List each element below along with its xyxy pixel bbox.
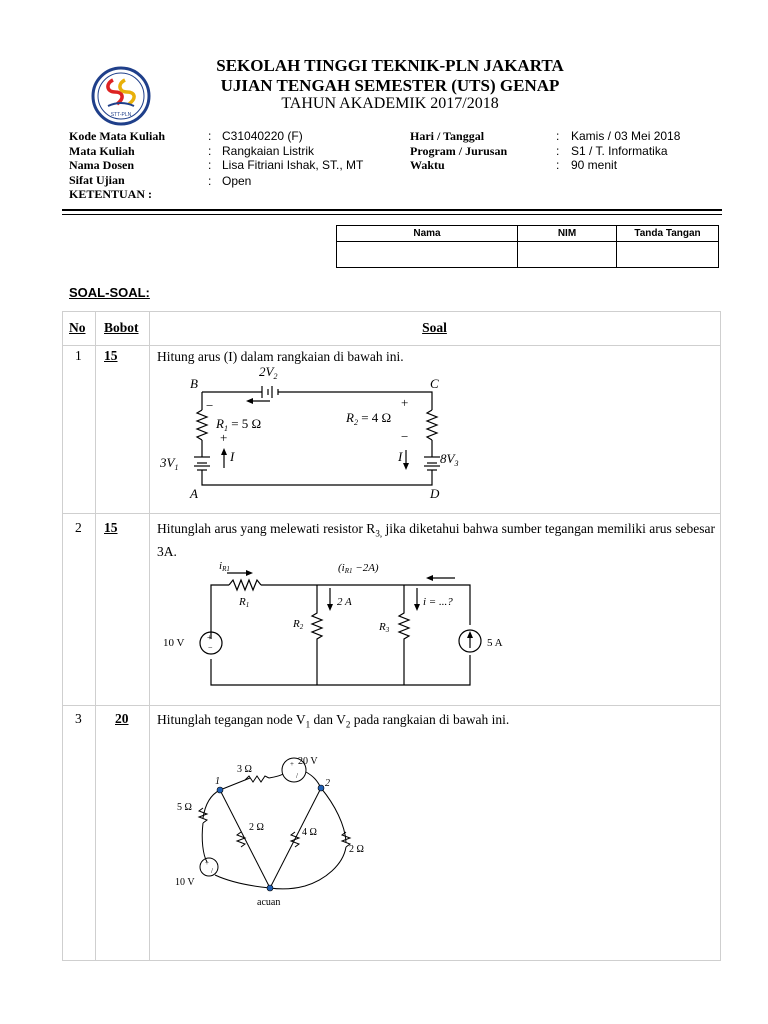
text: R <box>346 410 354 425</box>
label-kode: Kode Mata Kuliah <box>69 129 166 143</box>
subscript: 3, <box>375 528 383 539</box>
value-mata-kuliah: Rangkaian Listrik <box>222 144 315 158</box>
polarity: + <box>207 633 212 642</box>
text: 8V <box>440 451 455 466</box>
component-label <box>378 621 390 634</box>
polarity: − <box>206 398 214 413</box>
question-bobot: 15 <box>104 520 118 535</box>
question-text <box>157 711 715 734</box>
component-label: 5 A <box>487 637 503 649</box>
institution-title: SEKOLAH TINGGI TEKNIK-PLN JAKARTA <box>216 56 564 75</box>
colon: : <box>208 144 212 158</box>
text: R <box>216 416 224 431</box>
divider <box>63 705 720 706</box>
text: Hitunglah arus yang melewati resistor R <box>157 521 376 536</box>
colon: : <box>208 174 212 188</box>
component-label: 3 Ω <box>237 764 252 775</box>
question-number: 3 <box>75 711 82 726</box>
component-label <box>159 455 178 472</box>
label-sifat: Sifat Ujian <box>69 173 125 187</box>
resistor-r1 <box>229 580 261 590</box>
resistor-r2 <box>312 585 322 685</box>
divider <box>63 513 720 514</box>
component-label: 4 Ω <box>302 827 317 838</box>
text: R <box>239 596 246 608</box>
label-mata-kuliah: Mata Kuliah <box>69 144 135 158</box>
divider <box>63 345 720 346</box>
component-label <box>219 560 230 573</box>
subscript: 3 <box>454 459 459 468</box>
node-label: 1 <box>215 776 220 787</box>
subscript: 2 <box>353 418 358 427</box>
divider <box>95 312 96 960</box>
question-bobot: 20 <box>115 711 129 726</box>
header-soal: Soal <box>422 320 447 335</box>
label-hari: Hari / Tanggal <box>410 129 485 143</box>
question-text <box>157 520 715 560</box>
header-divider <box>62 209 722 215</box>
subscript: R1 <box>222 565 230 573</box>
node-label: D <box>430 486 440 501</box>
colon: : <box>208 129 212 143</box>
label-ketentuan: KETENTUAN : <box>69 187 153 201</box>
text: R <box>293 618 300 630</box>
reference-node-dot <box>267 885 273 891</box>
text: = 4 Ω <box>357 410 392 425</box>
node-label: A <box>190 486 198 501</box>
question-bobot: 15 <box>104 348 118 363</box>
component-label <box>238 596 249 609</box>
question-number: 1 <box>75 348 82 363</box>
sig-cell-nama[interactable] <box>337 242 518 268</box>
academic-year: TAHUN AKADEMIK 2017/2018 <box>281 95 499 112</box>
component-label <box>259 364 277 381</box>
subscript: 3 <box>385 626 390 634</box>
label-dosen: Nama Dosen <box>69 158 134 172</box>
voltage-source-10v <box>200 858 218 876</box>
current-label: I <box>398 449 403 464</box>
colon: : <box>208 158 212 172</box>
circuit-diagram-1 <box>150 362 460 507</box>
node-label: B <box>190 376 198 391</box>
current-label: 2 A <box>337 596 352 608</box>
value-hari: Kamis / 03 Mei 2018 <box>571 129 681 143</box>
value-kode: C31040220 (F) <box>222 129 303 143</box>
value-waktu: 90 menit <box>571 158 618 172</box>
header-no: No <box>69 320 86 335</box>
resistor-r1 <box>197 410 207 440</box>
subscript: 2 <box>345 719 351 730</box>
value-sifat: Open <box>222 174 252 188</box>
header-bobot: Bobot <box>104 320 139 335</box>
component-label: 2 Ω <box>249 822 264 833</box>
value-dosen: Lisa Fitriani Ishak, ST., MT <box>222 158 364 172</box>
text: (i <box>338 562 345 574</box>
colon: : <box>556 158 560 172</box>
subscript: 2 <box>299 623 304 631</box>
logo <box>91 66 151 126</box>
text: pada rangkaian di bawah ini. <box>350 712 510 727</box>
current-label: I <box>230 449 235 464</box>
node-2-dot <box>318 785 324 791</box>
node-label: 2 <box>325 778 330 789</box>
component-label: 2 Ω <box>349 844 364 855</box>
resistor-r3 <box>399 585 409 685</box>
sig-header-ttd: Tanda Tangan <box>617 226 719 242</box>
sig-cell-nim[interactable] <box>518 242 617 268</box>
exam-title: UJIAN TENGAH SEMESTER (UTS) GENAP <box>220 76 560 95</box>
text: jika diketahui bahwa sumber tegangan memiliki arus sebesar 3A. <box>157 521 716 559</box>
colon: : <box>556 144 560 158</box>
text: i <box>219 560 223 572</box>
subscript: 1 <box>223 424 228 433</box>
text: 2V <box>259 364 274 379</box>
sig-header-nama: Nama <box>337 226 518 242</box>
logo-text: STT-PLN <box>110 112 132 118</box>
component-label: 10 V <box>175 877 195 888</box>
section-title: SOAL-SOAL: <box>69 285 150 300</box>
node-1-dot <box>217 787 223 793</box>
component-label <box>338 562 379 575</box>
polarity: / <box>211 867 213 875</box>
text: R <box>379 621 386 633</box>
question-number: 2 <box>75 520 82 535</box>
text: = 5 Ω <box>227 416 262 431</box>
polarity: − <box>208 643 213 652</box>
node-label: C <box>430 376 439 391</box>
polarity: + <box>290 760 294 768</box>
text: −2A) <box>352 562 379 574</box>
subscript: 2 <box>273 372 278 381</box>
subscript: 1 <box>305 719 311 730</box>
polarity: + <box>401 395 409 410</box>
subscript: 1 <box>245 601 250 609</box>
question-text: Hitung arus (I) dalam rangkaian di bawah ini. <box>157 349 404 364</box>
component-label: 10 V <box>163 637 185 649</box>
component-label: 20 V <box>298 756 318 767</box>
text: Hitunglah tegangan node V <box>157 712 306 727</box>
subscript: 1 <box>174 463 179 472</box>
component-label <box>292 618 304 631</box>
label-program: Program / Jurusan <box>410 144 508 158</box>
component-label: 5 Ω <box>177 802 192 813</box>
component-label <box>440 451 458 468</box>
polarity: / <box>296 772 298 780</box>
component-label <box>345 410 391 427</box>
sig-header-nim: NIM <box>518 226 617 242</box>
value-program: S1 / T. Informatika <box>571 144 668 158</box>
current-label: i = ...? <box>423 596 453 608</box>
polarity: + <box>205 859 209 867</box>
polarity: + <box>220 430 228 445</box>
circuit-diagram-3 <box>165 750 380 910</box>
signature-table <box>336 225 719 268</box>
resistor-r2 <box>427 410 437 440</box>
sig-cell-ttd[interactable] <box>617 242 719 268</box>
reference-label: acuan <box>257 897 281 908</box>
label-waktu: Waktu <box>410 158 445 172</box>
polarity: − <box>401 429 409 444</box>
text: 3V <box>160 455 175 470</box>
subscript: R1 <box>344 567 353 575</box>
text: dan V <box>310 712 346 727</box>
circuit-diagram-2 <box>155 555 525 695</box>
colon: : <box>556 129 560 143</box>
